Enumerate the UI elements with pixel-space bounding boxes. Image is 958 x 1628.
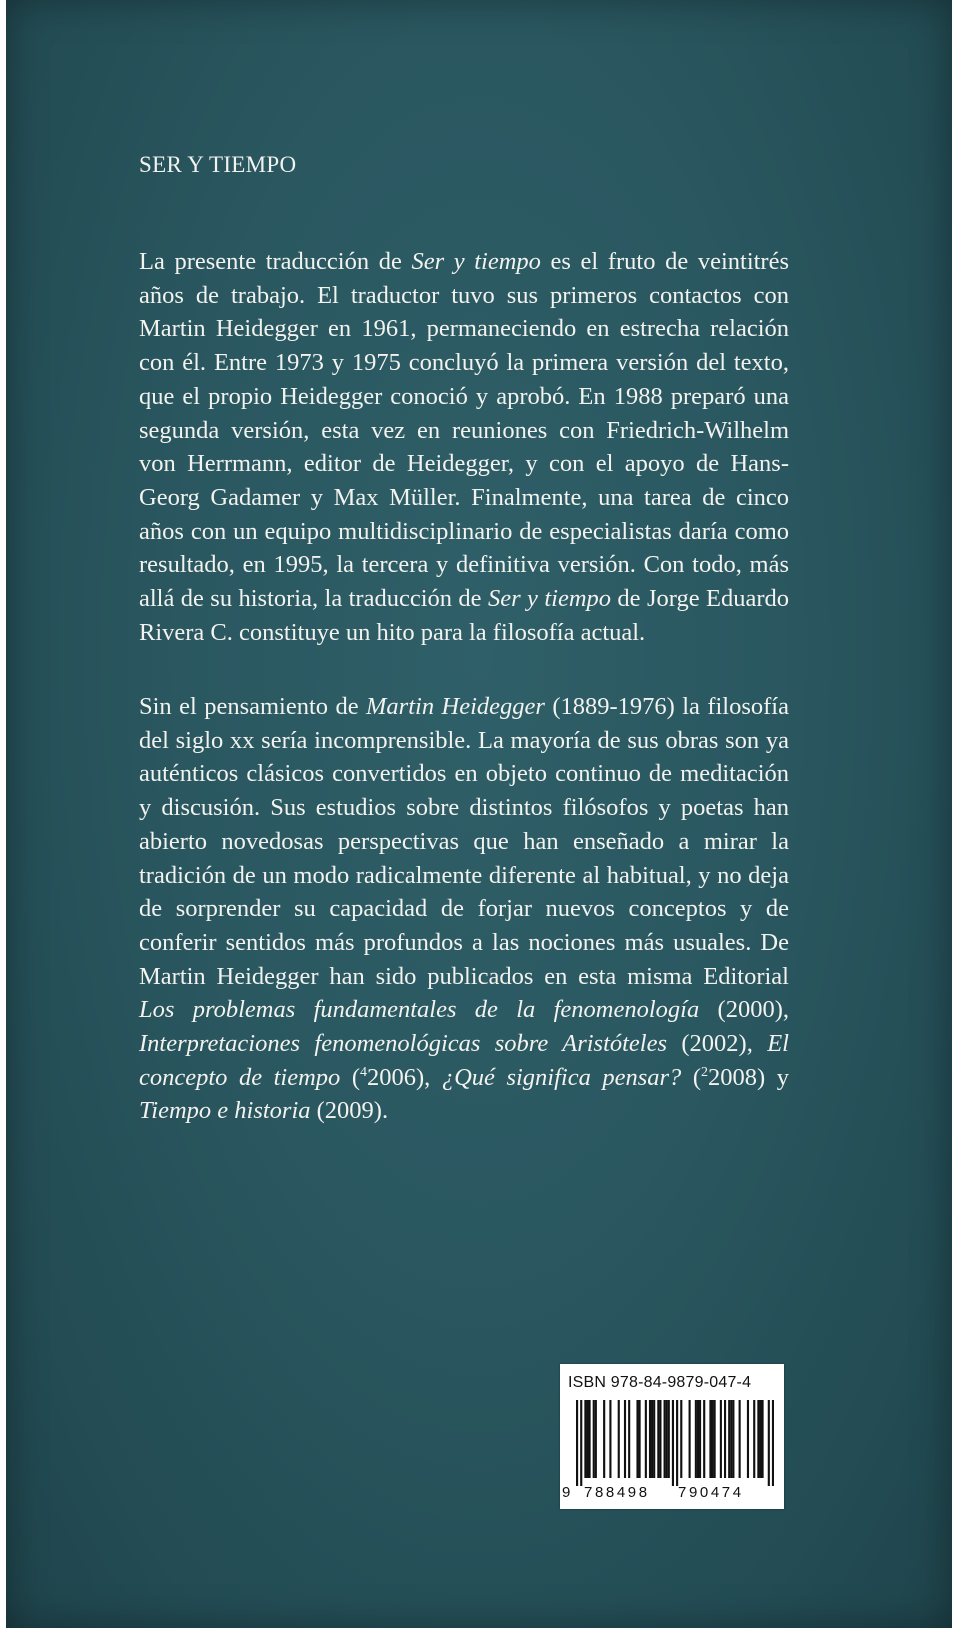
barcode-bar [689, 1400, 691, 1478]
barcode-bar [666, 1400, 668, 1478]
barcode-bar [724, 1400, 726, 1478]
barcode-bar [711, 1400, 713, 1478]
barcode-bar [659, 1400, 661, 1478]
barcode-bar [603, 1400, 605, 1478]
text-run: La presente traducción de [139, 248, 412, 275]
text-run: 2006), [367, 1063, 442, 1091]
text-run: (2000), [699, 996, 789, 1024]
barcode-bar [589, 1400, 591, 1478]
barcode-bar [680, 1400, 682, 1478]
barcode-bar [649, 1400, 651, 1478]
text-run: de Jorge Eduardo Rivera C. constituye un hito para la filosofía actual. [139, 585, 789, 646]
text-run: es el fruto de veintitrés años de trabajo. El traductor tuvo sus primeros contactos con Martin Heidegger en 1961, permaneciendo en estrecha relación con él. Entre 1973 y 1975 concluyó la primera versión del texto, que el propio Heidegger conoció y aprobó. En 1988 preparó una segunda versión, esta vez en reuniones con Friedrich-Wilhelm von Herrmann, editor de Heidegger, y con el apoyo de Hans-Georg Gadamer y Max Müller. Finalmente, una tarea de cinco años con un equipo multidisciplinario de especialistas daría como resultado, en 1995, la tercera y definitiva versión. Con todo, más allá de su historia, la traducción de [139, 248, 789, 613]
book-title: SER Y TIEMPO [139, 152, 297, 177]
barcode-bar [728, 1400, 730, 1478]
barcode-bar [586, 1400, 588, 1478]
italic-text-run: El concepto de tiempo [139, 1030, 789, 1091]
italic-text-run: Ser y tiempo [487, 585, 612, 613]
barcode-bar [576, 1400, 578, 1486]
barcode-bar [759, 1400, 761, 1478]
book-back-cover [6, 0, 952, 1628]
barcode-bar [699, 1400, 701, 1478]
italic-text-run: Ser y tiempo [411, 248, 541, 275]
isbn-barcode-label [560, 1364, 784, 1509]
barcode-bar [618, 1400, 620, 1478]
barcode-bar [668, 1400, 670, 1478]
barcode-bar [657, 1400, 659, 1478]
barcode-bar [757, 1400, 759, 1478]
barcode-first-digit: 9 [562, 1484, 571, 1501]
barcode-bar [730, 1400, 732, 1478]
barcode-bar [639, 1400, 641, 1478]
text-run: (2009). [310, 1097, 389, 1125]
barcode-bar [720, 1400, 722, 1478]
barcode-bar [595, 1400, 597, 1478]
barcode-bar [593, 1400, 595, 1478]
italic-text-run: Los problemas fundamentales de la fenomenología [139, 996, 700, 1024]
edition-superscript: 4 [360, 1064, 368, 1080]
barcode-icon [576, 1400, 774, 1486]
barcode-bar [761, 1400, 763, 1478]
barcode-bar [580, 1400, 582, 1486]
barcode-bar [628, 1400, 630, 1478]
barcode-bar [732, 1400, 734, 1478]
text-run: ( [681, 1063, 702, 1091]
italic-text-run: Martin Heidegger [366, 693, 545, 720]
isbn-number: ISBN 978-84-9879-047-4 [568, 1374, 752, 1391]
edition-superscript: 2 [701, 1064, 709, 1080]
text-run: Sin el pensamiento de [139, 693, 367, 720]
barcode-bar [714, 1400, 716, 1478]
barcode-bar [676, 1400, 678, 1486]
barcode-bar [709, 1400, 711, 1478]
barcode-bar [697, 1400, 699, 1478]
barcode-left-group: 788498 [584, 1484, 650, 1501]
text-run: 2008) y [708, 1063, 789, 1091]
barcode-bar [645, 1400, 647, 1478]
barcode-bar [636, 1400, 638, 1478]
italic-text-run: Interpretaciones fenomenológicas sobre Aristóteles [139, 1030, 668, 1058]
barcode-bar [653, 1400, 655, 1478]
barcode-bar [672, 1400, 674, 1486]
barcode-bar [609, 1400, 611, 1478]
barcode-bar [651, 1400, 653, 1478]
text-run: (1889-1976) la filosofía del siglo xx sería incomprensible. La mayoría de sus obras son ya auténticos clásicos convertidos en objeto continuo de meditación y discusión. Sus estudios sobre distintos filósofos y poetas han abierto novedosas perspectivas que han enseñado a mirar la tradición de un modo radicalmente diferente al habitual, y no deja de sorprender su capacidad de forjar nuevos conceptos y de conferir sentidos más profundos a las nociones más usuales. De Martin Heidegger han sido publicados en esta misma Editorial [139, 693, 789, 990]
italic-text-run: Tiempo e historia [139, 1097, 311, 1125]
barcode-bar [768, 1400, 770, 1486]
barcode-bar [703, 1400, 705, 1478]
translation-description-paragraph [139, 245, 789, 649]
barcode-bar [584, 1400, 586, 1478]
barcode-bar [664, 1400, 666, 1478]
italic-text-run: ¿Qué significa pensar? [441, 1063, 682, 1091]
barcode-bar [753, 1400, 755, 1478]
author-description-paragraph [139, 690, 789, 1128]
text-run: ( [340, 1063, 361, 1091]
barcode-right-group: 790474 [678, 1484, 744, 1501]
barcode-bar [772, 1400, 774, 1486]
barcode-bar [624, 1400, 626, 1478]
barcode-bar [739, 1400, 741, 1478]
barcode-bar [747, 1400, 749, 1478]
text-run: (2002), [667, 1030, 768, 1058]
barcode-bar [695, 1400, 697, 1478]
